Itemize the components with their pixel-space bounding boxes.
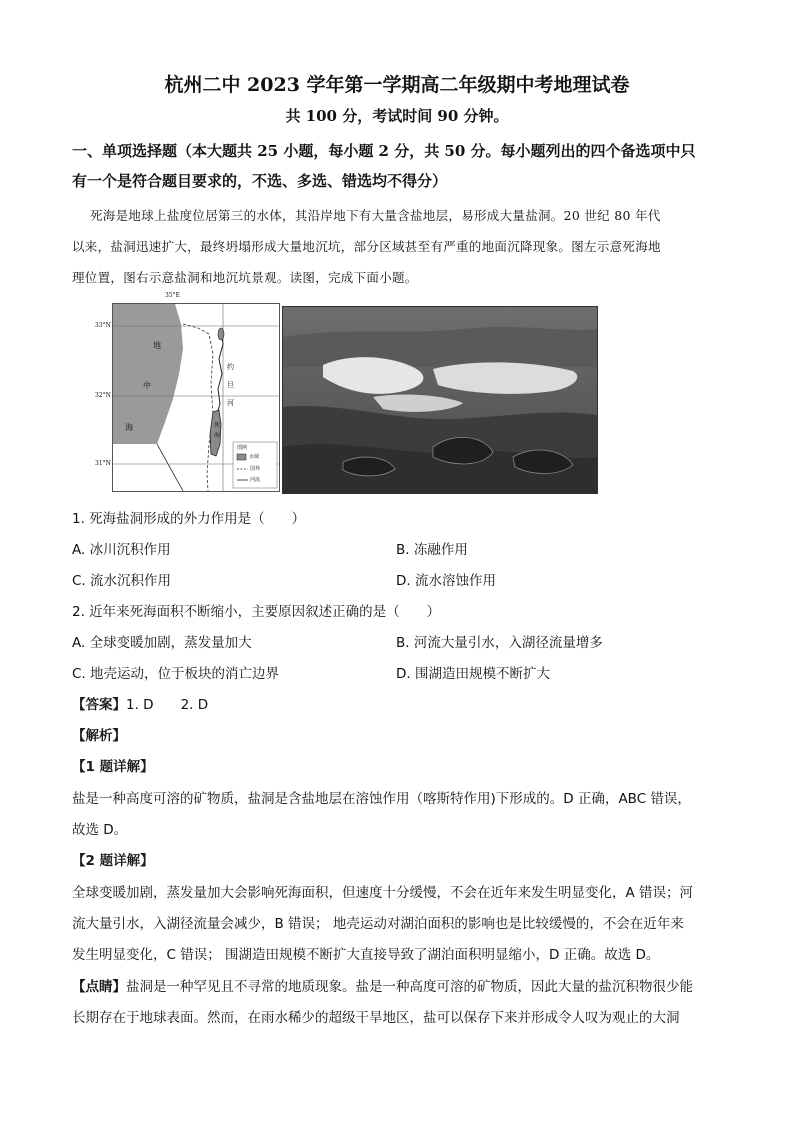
section-heading-line1: 一、单项选择题（本大题共 25 小题，每小题 2 分，共 50 分。每小题列出的四个备选项中只 xyxy=(72,142,696,160)
sea-label-1: 地 xyxy=(153,341,161,350)
q2-option-d: D. 围湖造田规模不断扩大 xyxy=(396,666,550,682)
answer-text: 1. D 2. D xyxy=(126,697,209,713)
sea-label-2: 中 xyxy=(143,381,151,390)
detail-2-tag: 【2 题详解】 xyxy=(72,853,154,869)
jordan-river xyxy=(217,329,223,414)
q2-option-b: B. 河流大量引水，入湖径流量增多 xyxy=(396,635,603,651)
latitude-label-33: 33°N xyxy=(95,322,111,329)
legend-water: 水域 xyxy=(249,454,260,460)
tips-line1 xyxy=(72,975,693,995)
exam-info: 共 100 分，考试时间 90 分钟。 xyxy=(285,107,509,125)
latitude-label-31: 31°N xyxy=(95,460,111,467)
salt-cave-sinkhole-photo xyxy=(282,306,598,494)
analysis-tag: 【解析】 xyxy=(72,728,126,744)
q1-option-a: A. 冰川沉积作用 xyxy=(72,542,171,558)
legend-river: 河流 xyxy=(250,477,261,483)
detail-1-line2: 故选 D。 xyxy=(72,822,128,838)
photo-svg xyxy=(283,307,597,493)
deadsea-label-2: 海 xyxy=(214,432,221,439)
q1-option-c: C. 流水沉积作用 xyxy=(72,573,172,589)
border-line-south xyxy=(157,444,183,491)
detail-1-line1: 盐是一种高度可溶的矿物质，盐洞是含盐地层在溶蚀作用（喀斯特作用)下形成的。D 正确，ABC 错误， xyxy=(72,791,691,807)
page-title: 杭州二中 2023 学年第一学期高二年级期中考地理试卷 xyxy=(164,74,630,96)
sea-label-3: 海 xyxy=(125,423,133,432)
latitude-label-32: 32°N xyxy=(95,392,111,399)
detail-2-line3: 发生明显变化，C 错误； 围湖造田规模不断扩大直接导致了湖泊面积明显缩小，D 正确。故选 D。 xyxy=(72,947,660,963)
dead-sea-location-map xyxy=(95,292,280,492)
jordan-label-1: 约 xyxy=(227,363,234,371)
mediterranean-sea xyxy=(113,304,183,444)
q1-option-b: B. 冻融作用 xyxy=(396,542,468,558)
question-1-stem: 1. 死海盐洞形成的外力作用是（ ） xyxy=(72,511,306,527)
deadsea-label-1: 死 xyxy=(214,422,221,429)
detail-2-line1: 全球变暖加剧，蒸发量加大会影响死海面积，但速度十分缓慢，不会在近年来发生明显变化，A 错误；河 xyxy=(72,885,694,901)
detail-2-line2: 流大量引水，入湖径流量会减少，B 错误； 地壳运动对湖泊面积的影响也是比较缓慢的，不会在近年来 xyxy=(72,916,684,932)
jordan-label-2: 旦 xyxy=(227,381,234,389)
answer-line xyxy=(72,693,208,713)
q2-option-c: C. 地壳运动，位于板块的消亡边界 xyxy=(72,666,280,682)
jordan-label-3: 河 xyxy=(227,399,234,407)
tips-line2: 长期存在于地球表面。然而，在雨水稀少的超级干旱地区，盐可以保存下来并形成令人叹为观止的大洞 xyxy=(72,1010,680,1026)
map-svg xyxy=(113,304,279,491)
q2-option-a: A. 全球变暖加剧，蒸发量加大 xyxy=(72,635,252,651)
tips-text-1: 盐洞是一种罕见且不寻常的地质现象。盐是一种高度可溶的矿物质，因此大量的盐沉积物很少能 xyxy=(126,979,693,995)
legend-title: 图例 xyxy=(237,445,248,451)
intro-line1: 死海是地球上盐度位居第三的水体，其沿岸地下有大量含盐地层，易形成大量盐洞。20 世纪 80 年代 xyxy=(90,208,661,223)
border-line xyxy=(183,324,213,491)
intro-line2: 以来，盐洞迅速扩大，最终坍塌形成大量地沉坑，部分区域甚至有严重的地面沉降现象。图左示意死海地 xyxy=(72,239,661,254)
galilee-lake xyxy=(218,328,224,340)
detail-1-tag: 【1 题详解】 xyxy=(72,759,154,775)
question-2-stem: 2. 近年来死海面积不断缩小，主要原因叙述正确的是（ ） xyxy=(72,604,441,620)
intro-line3: 理位置，图右示意盐洞和地沉坑景观。读图，完成下面小题。 xyxy=(72,270,418,285)
longitude-label: 35°E xyxy=(165,292,181,299)
legend-border: 国界 xyxy=(250,466,261,472)
section-heading-line2: 有一个是符合题目要求的，不选、多选、错选均不得分） xyxy=(72,172,448,190)
tips-tag: 【点睛】 xyxy=(72,979,126,995)
answer-tag: 【答案】 xyxy=(72,697,126,713)
q1-option-d: D. 流水溶蚀作用 xyxy=(396,573,496,589)
